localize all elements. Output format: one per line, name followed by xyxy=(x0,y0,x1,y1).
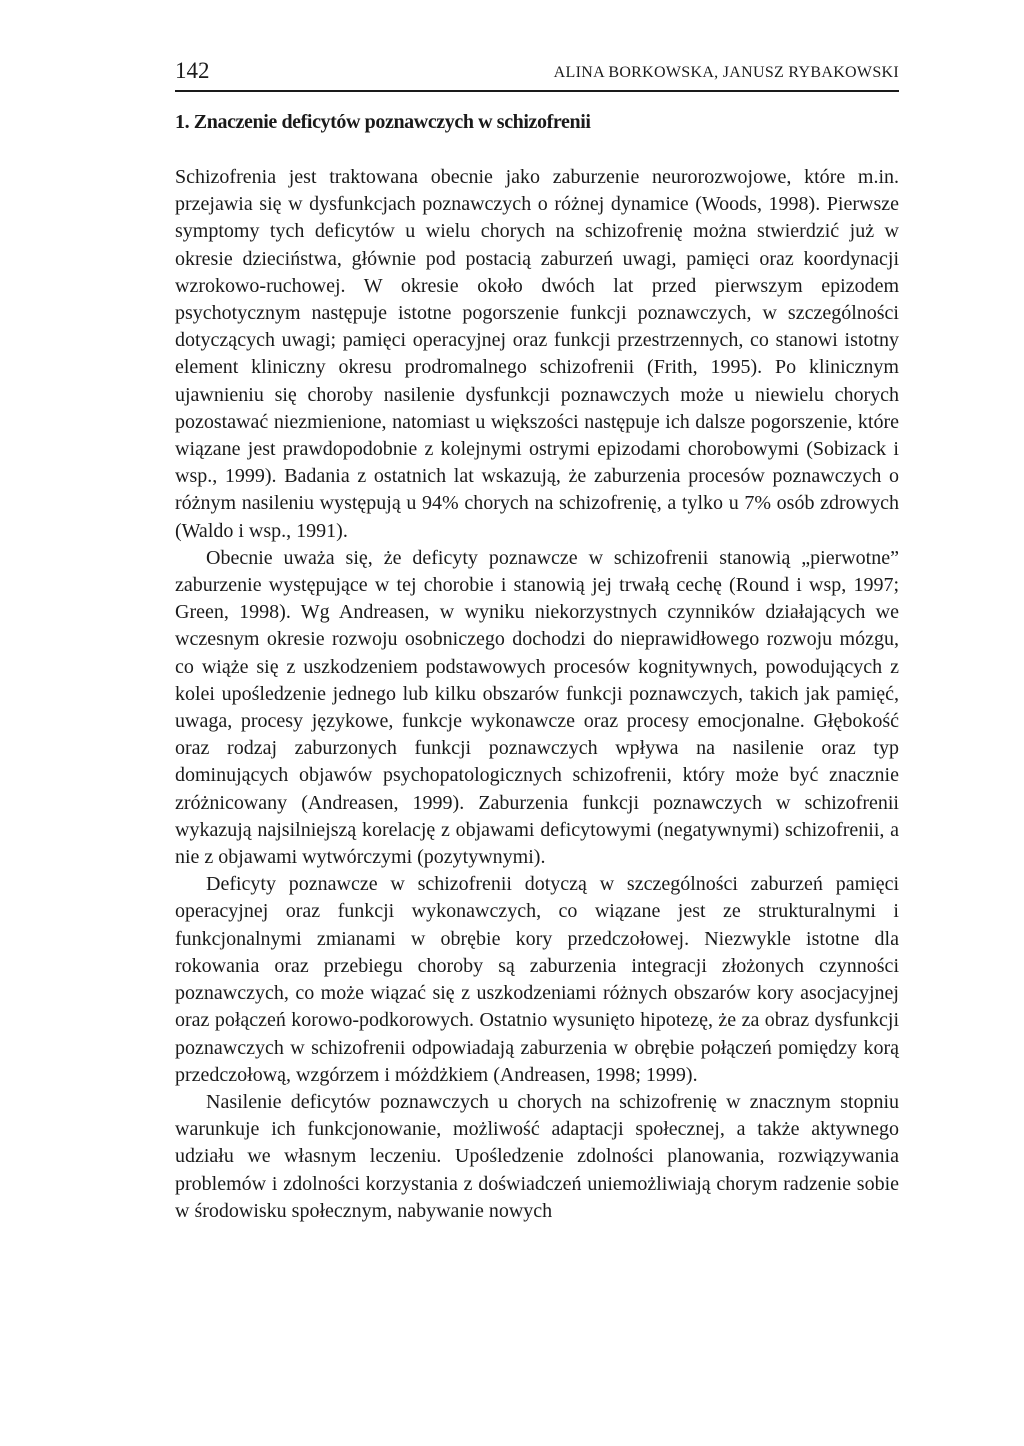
paragraph: Nasilenie deficytów poznawczych u chorych na schizofrenię w znacznym stopniu warunkuje ich funkcjonowanie, możliwość adaptacji społecznej, a także aktywnego udziału we własnym leczeniu. Upośledzenie zdolności planowania, rozwiązywania problemów i zdolności korzystania z doświadczeń uniemożliwiają chorym radzenie sobie w środowisku społecznym, nabywanie nowych xyxy=(175,1090,899,1222)
document-page xyxy=(175,58,899,1225)
running-head xyxy=(175,58,899,92)
paragraph: Obecnie uważa się, że deficyty poznawcze w schizofrenii stanowią „pierwotne” zaburzenie występujące w tej chorobie i stanowią jej trwałą cechę (Round i wsp, 1997; Green, 1998). Wg Andreasen, w wyniku niekorzystnych czynników działających we wczesnym okresie rozwoju osobniczego dochodzi do nieprawidłowego rozwoju mózgu, co wiąże się z uszkodzeniem podstawowych procesów kognitywnych, powodujących z kolei upośledzenie jednego lub kilku obszarów funkcji poznawczych, takich jak pamięć, uwaga, procesy językowe, funkcje wykonawcze oraz procesy emocjonalne. Głębokość oraz rodzaj zaburzonych funkcji poznawczych wpływa na nasilenie oraz typ dominujących objawów psychopatologicznych schizofrenii, który może być znacznie zróżnicowany (Andreasen, 1999). Zaburzenia funkcji poznawczych w schizofrenii wykazują najsilniejszą korelację z objawami deficytowymi (negatywnymi) schizofrenii, a nie z objawami wytwórczymi (pozytywnymi). xyxy=(175,546,899,869)
paragraph: Deficyty poznawcze w schizofrenii dotyczą w szczególności zaburzeń pamięci operacyjnej oraz funkcji wykonawczych, co wiązane jest ze strukturalnymi i funkcjonalnymi zmianami w obrębie kory przedczołowej. Niezwykle istotne dla rokowania oraz przebiegu choroby są zaburzenia integracji złożonych czynności poznawczych, co może wiązać się z uszkodzeniami różnych obszarów kory asocjacyjnej oraz połączeń korowo-podkorowych. Ostatnio wysunięto hipotezę, że za obraz dysfunkcji poznawczych w schizofrenii odpowiadają zaburzenia w obrębie połączeń pomiędzy korą przedczołową, wzgórzem i móżdżkiem (Andreasen, 1998; 1999). xyxy=(175,873,899,1086)
page-number: 142 xyxy=(175,58,210,83)
paragraph: Schizofrenia jest traktowana obecnie jako zaburzenie neurorozwojowe, które m.in. przejawia się w dysfunkcjach poznawczych o różnej dynamice (Woods, 1998). Pierwsze symptomy tych deficytów u wielu chorych na schizofrenię można stwierdzić już w okresie dzieciństwa, głównie pod postacią zaburzeń uwagi, pamięci oraz koordynacji wzrokowo-ruchowej. W okresie około dwóch lat przed pierwszym epizodem psychotycznym następuje istotne pogorszenie funkcji poznawczych, w szczególności dotyczących uwagi; pamięci operacyjnej oraz funkcji przestrzennych, co stanowi istotny element kliniczny okresu prodromalnego schizofrenii (Frith, 1995). Po klinicznym ujawnieniu się choroby nasilenie dysfunkcji poznawczych może u niewielu chorych pozostawać niezmienione, natomiast u większości następuje ich dalsze pogorszenie, które wiązane jest prawdopodobnie z kolejnymi ostrymi epizodami chorobowymi (Sobizack i wsp., 1999). Badania z ostatnich lat wskazują, że zaburzenia procesów poznawczych o różnym nasileniu występują u 94% chorych na schizofrenię, a tylko u 7% osób zdrowych (Waldo i wsp., 1991). xyxy=(175,166,899,542)
running-head-authors: ALINA BORKOWSKA, JANUSZ RYBAKOWSKI xyxy=(553,64,899,81)
section-heading: 1. Znaczenie deficytów poznawczych w schizofrenii xyxy=(175,111,591,133)
body-text xyxy=(175,164,899,1225)
